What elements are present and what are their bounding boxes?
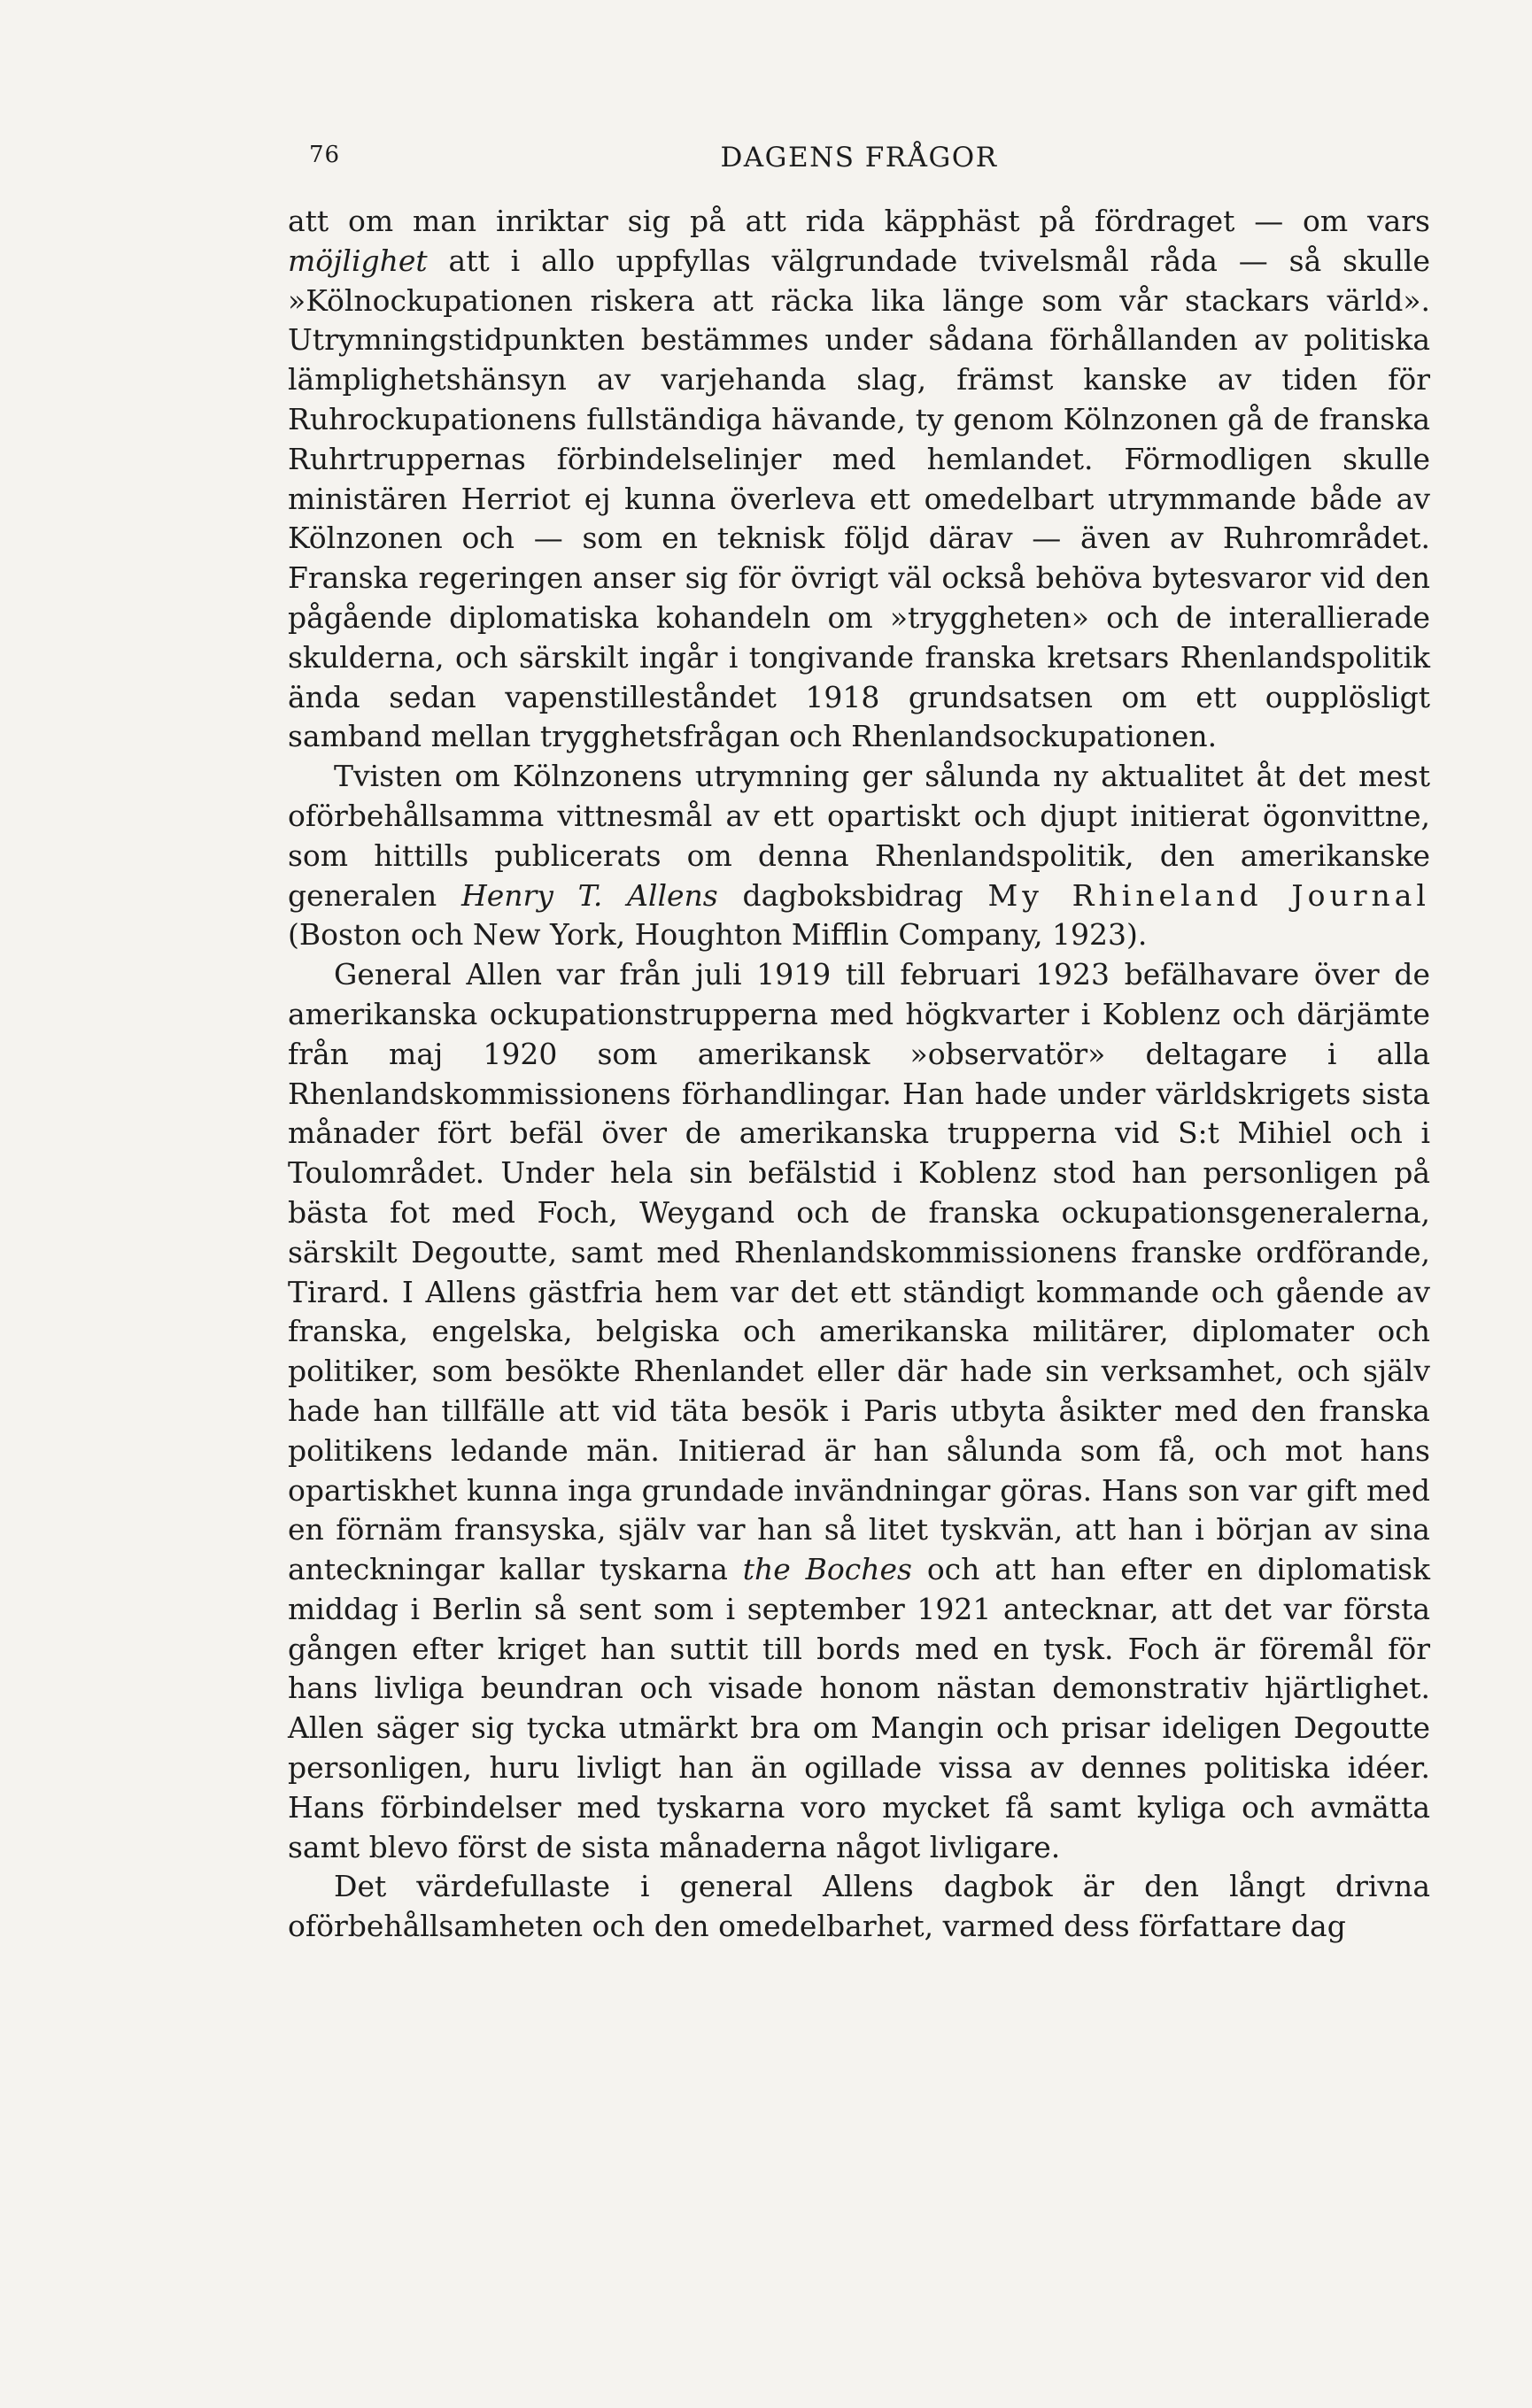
text-run: Tvisten om Kölnzonens utrymning ger sålunda ny aktualitet åt det mest oförbehållsamma vittnesmål av ett opartiskt och djupt initierat ögonvittne, som hittills publicerats om denna Rhenlandspolitik, den amerikanske generalen	[288, 759, 1430, 913]
text-run: och att han efter en diplomatisk middag i Berlin så sent som i september 1921 antecknar, att det var första gången efter kriget han suttit till bords med en tysk. Foch är föremål för hans livliga beundran och visade honom nästan demonstrativ hjärtlighet. Allen säger sig tycka utmärkt bra om Mangin och prisar ideligen Degoutte personligen, huru livligt han än ogillade vissa av dennes politiska idéer. Hans förbindelser med tyskarna voro mycket få samt kyliga och avmätta samt blevo först de sista månaderna något livligare.	[288, 1552, 1430, 1864]
text-run: att om man inriktar sig på att rida käpphäst på fördraget — om vars	[288, 204, 1430, 238]
spaced-title-text: My Rhineland Journal	[987, 877, 1430, 913]
paragraph	[288, 1867, 1430, 1947]
page-header	[288, 142, 1430, 177]
paragraph	[288, 757, 1430, 955]
paragraph	[288, 955, 1430, 1867]
body-text	[288, 202, 1430, 1947]
italic-text: the Boches	[742, 1552, 912, 1587]
italic-text: möjlighet	[288, 243, 428, 278]
text-run: General Allen var från juli 1919 till februari 1923 befälhavare över de amerikanska ockupationstrupperna med högkvarter i Koblenz och därjämte från maj 1920 som amerikansk »observatör» deltagare i alla Rhenlandskommissionens förhandlingar. Han hade under världskrigets sista månader fört befäl över de amerikanska trupperna vid S:t Mihiel och i Toulområdet. Under hela sin befälstid i Koblenz stod han personligen på bästa fot med Foch, Weygand och de franska ockupationsgeneralerna, särskilt Degoutte, samt med Rhenlandskommissionens franske ordförande, Tirard. I Allens gästfria hem var det ett ständigt kommande och gående av franska, engelska, belgiska och amerikanska militärer, diplomater och politiker, som besökte Rhenlandet eller där hade sin verksamhet, och själv hade han tillfälle att vid täta besök i Paris utbyta åsikter med den franska politikens ledande män. Initierad är han sålunda som få, och mot hans opartiskhet kunna inga grundade invändningar göras. Hans son var gift med en förnäm fransyska, själv var han så litet tyskvän, att han i början av sina anteckningar kallar tyskarna	[288, 957, 1430, 1587]
paragraph	[288, 202, 1430, 757]
text-run: dagboksbidrag	[717, 877, 988, 913]
italic-text: Henry T. Allens	[460, 877, 718, 913]
text-run: att i allo uppfyllas välgrundade tvivelsmål råda — så skulle »Kölnockupationen riskera att räcka lika länge som vår stackars värld». Utrymningstidpunkten bestämmes under sådana förhållanden av politiska lämplighetshänsyn av varjehanda slag, främst kanske av tiden för Ruhrockupationens fullständiga hävande, ty genom Kölnzonen gå de franska Ruhrtruppernas förbindelselinjer med hemlandet. Förmodligen skulle ministären Herriot ej kunna överleva ett omedelbart utrymmande både av Kölnzonen och — som en teknisk följd därav — även av Ruhrområdet. Franska regeringen anser sig för övrigt väl också behöva bytesvaror vid den pågående diplomatiska kohandeln om »tryggheten» och de interallierade skulderna, och särskilt ingår i tongivande franska kretsars Rhenlandspolitik ända sedan vapenstilleståndet 1918 grundsatsen om ett oupplösligt samband mellan trygghetsfrågan och Rhenlandsockupationen.	[288, 243, 1430, 754]
text-run: (Boston och New York, Houghton Mifflin Company, 1923).	[288, 917, 1148, 953]
text-run: Det värdefullaste i general Allens dagbok är den långt drivna oförbehållsamheten och den omedelbarhet, varmed dess författare dag	[288, 1869, 1430, 1944]
page-number: 76	[309, 142, 341, 168]
running-head: DAGENS FRÅGOR	[720, 142, 998, 174]
